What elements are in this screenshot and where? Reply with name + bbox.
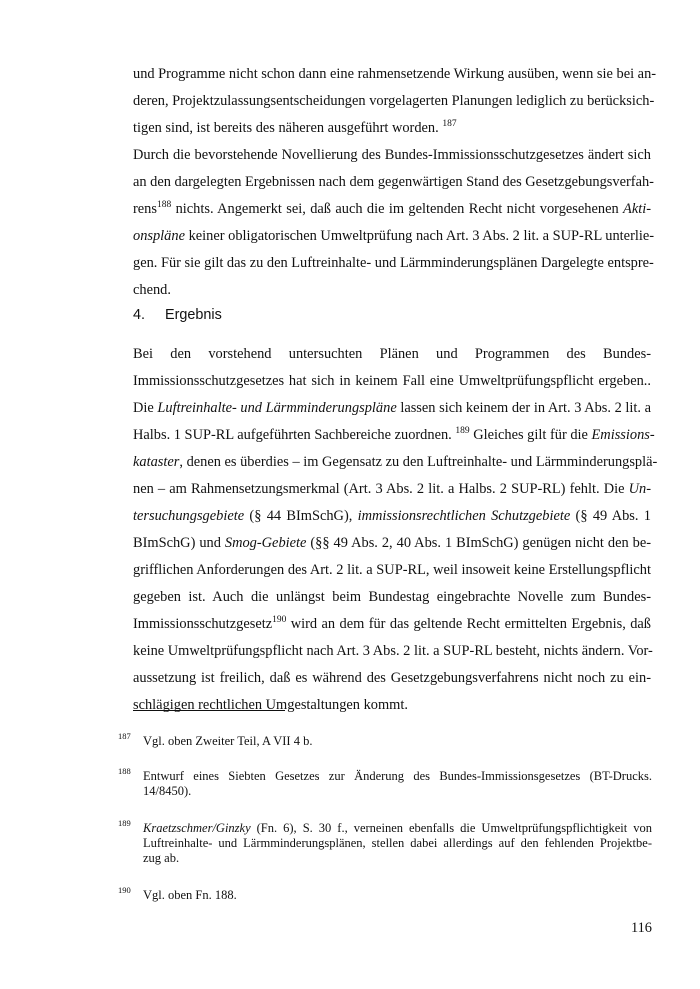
text-line: Durch die bevorstehende Novellierung des Bundes-Immissionsschutzgesetzes ändert sich [133, 147, 651, 163]
text-line [133, 395, 651, 422]
paragraph-2 [133, 142, 655, 304]
section-number: 4. [133, 307, 146, 323]
text-line [133, 422, 655, 449]
paragraph-3 [133, 341, 658, 719]
footnote-line: Entwurf eines Siebten Gesetzes zur Änderung des Bundes-Immissionsgesetzes (BT-Drucks. [143, 769, 652, 783]
footnote-mark: 187 [118, 731, 131, 741]
text-line: aussetzung ist freilich, daß es während des Gesetzgebungsverfahrens nicht noch zu ein- [133, 670, 651, 686]
text-line [133, 611, 651, 638]
text-segment: Die [133, 400, 158, 416]
text-line: grifflichen Anforderungen des Art. 2 lit. a SUP-RL, weil insoweit keine Erstellungspflicht [133, 562, 651, 578]
text-segment: keiner obligatorischen Umweltprüfung nach Art. 3 Abs. 2 lit. a SUP-RL unterlie- [184, 228, 655, 244]
text-line: an den dargelegten Ergebnissen nach dem gegenwärtigen Stand des Gesetzgebungsverfah- [133, 174, 654, 190]
footnote-line: 14/8450). [143, 784, 192, 798]
footnote-line: zug ab. [143, 851, 180, 865]
text-line: chend. [133, 282, 171, 298]
text-line: gegeben ist. Auch die unlängst beim Bundestag eingebrachte Novelle zum Bundes- [133, 589, 651, 605]
text-segment: BImSchG) und [133, 535, 225, 551]
text-line: und Programme nicht schon dann eine rahmensetzende Wirkung ausüben, wenn sie bei an- [133, 66, 657, 82]
text-line [133, 503, 651, 530]
footnote-line: Luftreinhalte- und Lärmminderungsplänen, stellen dabei allerdings auf den fehlenden Projektbe- [143, 836, 652, 850]
text-segment: Immissionsschutzgesetz [133, 616, 273, 632]
text-segment: (§ 49 Abs. 1 [570, 508, 651, 524]
text-segment: , denen es überdies – im Gegensatz zu den Luftreinhalte- und Lärmminderungsplä- [179, 454, 658, 470]
italic-term: tersuchungsgebiete [133, 508, 245, 524]
text-segment: nichts. Angemerkt sei, daß auch die im geltenden Recht nicht vorgesehenen [171, 201, 624, 217]
text-line: deren, Projektzulassungsentscheidungen vorgelagerten Planungen lediglich zu berücksich- [133, 93, 655, 109]
footnote-ref-188[interactable]: 188 [156, 200, 172, 210]
italic-term: Smog-Gebiete [224, 535, 307, 551]
text-line: keine Umweltprüfungspflicht nach Art. 3 Abs. 2 lit. a SUP-RL besteht, nichts ändern. Vor- [133, 643, 653, 659]
text-segment: rens [133, 201, 157, 217]
italic-term: Akti- [623, 201, 651, 217]
footnote-mark: 190 [118, 885, 131, 895]
italic-term: immissionsrechtlichen Schutzgebiete [357, 508, 571, 524]
text-line: Immissionsschutzgesetzes hat sich in keinem Fall eine Umweltprüfungspflicht ergeben.. [133, 373, 651, 389]
text-segment: Halbs. 1 SUP-RL aufgeführten Sachbereiche zuordnen. [133, 427, 452, 443]
footnote-189 [118, 818, 652, 866]
text-segment: (§ 44 BImSchG), [244, 508, 358, 524]
section-title: Ergebnis [165, 307, 222, 323]
text-segment: nen – am Rahmensetzungsmerkmal (Art. 3 Abs. 2 lit. a Halbs. 2 SUP-RL) fehlt. Die [133, 481, 629, 497]
italic-term: kataster [133, 454, 180, 470]
section-heading [133, 302, 222, 329]
footnote-187 [118, 731, 652, 749]
footnote-separator [133, 710, 285, 711]
text-segment: (§§ 49 Abs. 2, 40 Abs. 1 BImSchG) genügen nicht den be- [306, 535, 652, 551]
footnote-ref-187[interactable]: 187 [442, 119, 457, 129]
footnote-line: Vgl. oben Zweiter Teil, A VII 4 b. [143, 734, 313, 748]
text-line [133, 223, 655, 250]
footnote-mark: 189 [118, 818, 131, 828]
text-segment: lassen sich keinem der in Art. 3 Abs. 2 lit. a [396, 400, 651, 416]
footnote-mark: 188 [118, 766, 131, 776]
paragraph-1 [133, 61, 657, 142]
text-segment: (Fn. 6), S. 30 f., verneinen ebenfalls die Umweltprüfungspflichtigkeit von [250, 821, 652, 835]
footnote-line [143, 821, 652, 836]
italic-term: Un- [628, 481, 651, 497]
italic-term: Kraetzschmer/Ginzky [143, 821, 251, 835]
footnote-190 [118, 885, 652, 903]
page-number: 116 [630, 920, 652, 936]
text-line: schlägigen rechtlichen Umgestaltungen kommt. [133, 697, 408, 713]
text-line: gen. Für sie gilt das zu den Luftreinhalte- und Lärmminderungsplänen Dargelegte entspre- [133, 255, 654, 271]
italic-term: onspläne [133, 228, 185, 244]
text-line [133, 196, 651, 223]
text-segment: tigen sind, ist bereits des näheren ausgeführt worden. [133, 120, 439, 136]
text-line [133, 530, 651, 557]
footnote-ref-190[interactable]: 190 [272, 615, 287, 625]
italic-term: Emissions- [591, 427, 655, 443]
text-line [133, 115, 651, 142]
footnote-line: Vgl. oben Fn. 188. [143, 888, 237, 902]
italic-term: Luftreinhalte- und Lärmminderungspläne [157, 400, 397, 416]
text-line [133, 476, 651, 503]
text-segment: Gleiches gilt für die [469, 427, 592, 443]
footnote-188 [118, 766, 652, 799]
footnote-ref-189[interactable]: 189 [455, 426, 470, 436]
text-segment: wird an dem für das geltende Recht ermittelten Ergebnis, daß [286, 616, 651, 632]
text-line [133, 449, 658, 476]
text-line: Bei den vorstehend untersuchten Plänen und Programmen des Bundes- [133, 346, 651, 362]
